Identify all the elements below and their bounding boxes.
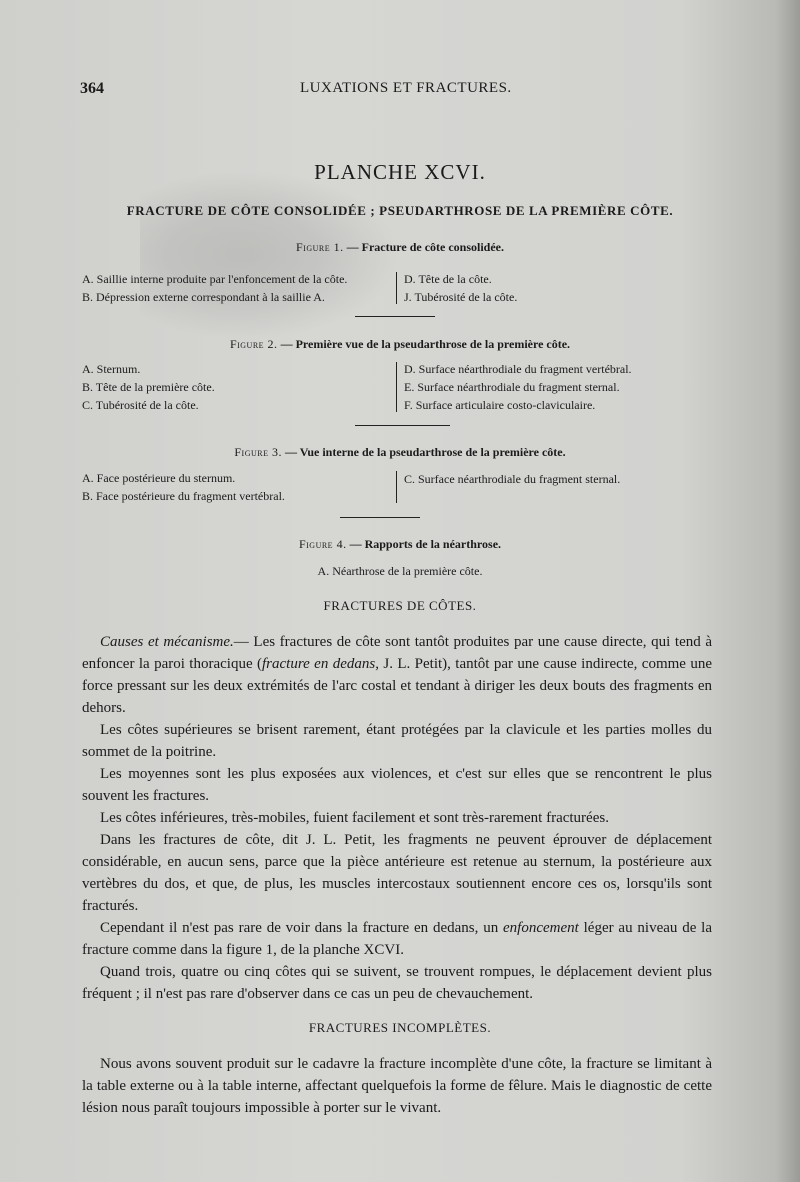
- paragraph: Les côtes supérieures se brisent rarement, étant protégées par la clavicule et les parties molles du sommet de la poitrine.: [82, 722, 712, 760]
- legend-item: A. Sternum.: [82, 362, 141, 376]
- figure-1-title: [0, 240, 800, 255]
- plate-title: PLANCHE XCVI.: [314, 160, 486, 184]
- figure-4-title: [0, 537, 800, 552]
- figure-3-left-legend: [82, 469, 285, 505]
- paragraph: Nous avons souvent produit sur le cadavre la fracture incomplète d'une côte, la fracture se limitant à la table externe ou à la table interne, affectant quelquefois la forme de fêlure. Mais le diagnostic de cette lésion nous paraît toujours impossible à porter sur le vivant.: [82, 1056, 712, 1116]
- legend-item: C. Surface néarthrodiale du fragment sternal.: [404, 472, 621, 486]
- legend-bracket: [396, 272, 397, 304]
- section-2-body: [82, 1053, 712, 1119]
- legend-bracket: [396, 362, 397, 412]
- paragraph: Les côtes inférieures, très-mobiles, fuient facilement et sont très-rarement fracturées.: [100, 810, 609, 826]
- figure-1-caption: — Fracture de côte consolidée.: [343, 240, 505, 254]
- legend-item: A. Saillie interne produite par l'enfoncement de la côte.: [82, 272, 348, 286]
- separator-rule: [355, 316, 435, 317]
- figure-3-right-legend: [404, 470, 620, 488]
- legend-item: A. Néarthrose de la première côte.: [317, 564, 483, 578]
- paragraph-text: Cependant il n'est pas rare de voir dans la fracture en dedans, un: [100, 920, 504, 936]
- legend-item: B. Dépression externe correspondant à la saillie A.: [82, 290, 325, 304]
- paragraph-lead: Causes et mécanisme.: [100, 634, 234, 650]
- paragraph: Dans les fractures de côte, dit J. L. Petit, les fragments ne peuvent éprouver de déplacement considérable, en aucun sens, parce que la pièce antérieure est retenue au sternum, la postérieure aux vertèbres du dos, et que, de plus, les muscles intercostaux soutiennent encore ces os, lorsqu'ils sont fracturés.: [82, 832, 712, 914]
- page-number: 364: [80, 80, 104, 97]
- legend-item: D. Tête de la côte.: [404, 272, 492, 286]
- figure-3-label: Figure 3.: [234, 445, 282, 459]
- legend-item: A. Face postérieure du sternum.: [82, 471, 236, 485]
- plate-subtitle: FRACTURE DE CÔTE CONSOLIDÉE ; PSEUDARTHROSE DE LA PREMIÈRE CÔTE.: [126, 203, 674, 218]
- figure-2-left-legend: [82, 360, 215, 414]
- legend-bracket: [396, 471, 397, 503]
- legend-item: F. Surface articulaire costo-claviculaire.: [404, 398, 596, 412]
- paragraph: [82, 631, 712, 719]
- figure-2-right-legend: [404, 360, 632, 414]
- paragraph-italic: fracture en dedans: [262, 656, 376, 672]
- legend-item: J. Tubérosité de la côte.: [404, 290, 518, 304]
- figure-1-label: Figure 1.: [295, 240, 344, 254]
- section-1-body: [82, 631, 712, 1005]
- figure-4-label: Figure 4.: [298, 537, 347, 551]
- paragraph-italic: enfoncement: [503, 920, 579, 936]
- separator-rule: [355, 425, 450, 426]
- paragraph-text: — Les fractures de côte sont tantôt produites par une cause directe, qui tend à enfoncer la paroi thoracique (: [82, 634, 713, 672]
- legend-item: B. Face postérieure du fragment vertébral.: [82, 489, 285, 503]
- paragraph: Quand trois, quatre ou cinq côtes qui se suivent, se trouvent rompues, le déplacement devient plus fréquent ; il n'est pas rare d'observer dans ce cas un peu de chevauchement.: [82, 964, 712, 1002]
- figure-1-right-legend: [404, 270, 517, 306]
- figure-3-title: [0, 445, 800, 460]
- paragraph: Les moyennes sont les plus exposées aux violences, et c'est sur elles que se rencontrent le plus souvent les fractures.: [82, 766, 712, 804]
- legend-item: C. Tubérosité de la côte.: [82, 398, 199, 412]
- paragraph: [82, 917, 712, 961]
- running-title: LUXATIONS ET FRACTURES.: [300, 80, 512, 96]
- section-heading-fractures-de-cotes: FRACTURES DE CÔTES.: [323, 598, 477, 613]
- paragraph-text: léger au niveau de la fracture comme dans la figure 1, de la planche XCVI.: [82, 920, 712, 958]
- figure-1-left-legend: [82, 270, 347, 306]
- figure-3-caption: — Vue interne de la pseudarthrose de la première côte.: [281, 445, 566, 459]
- legend-item: E. Surface néarthrodiale du fragment sternal.: [404, 380, 620, 394]
- paragraph-text: , J. L. Petit), tantôt par une cause indirecte, comme une force pressant sur les deux extrémités de l'arc costal et tendant à diriger les deux bouts des fragments en dehors.: [82, 656, 712, 716]
- section-heading-fractures-incompletes: FRACTURES INCOMPLÈTES.: [308, 1020, 492, 1035]
- bleed-through-illustration: [140, 170, 400, 340]
- figure-4-caption: — Rapports de la néarthrose.: [346, 537, 502, 551]
- legend-item: D. Surface néarthrodiale du fragment vertébral.: [404, 362, 632, 376]
- figure-2-title: [0, 337, 800, 352]
- figure-4-legend: [0, 562, 800, 580]
- separator-rule: [340, 517, 420, 518]
- legend-item: B. Tête de la première côte.: [82, 380, 215, 394]
- figure-2-caption: — Première vue de la pseudarthrose de la première côte.: [277, 337, 571, 351]
- figure-2-label: Figure 2.: [229, 337, 278, 351]
